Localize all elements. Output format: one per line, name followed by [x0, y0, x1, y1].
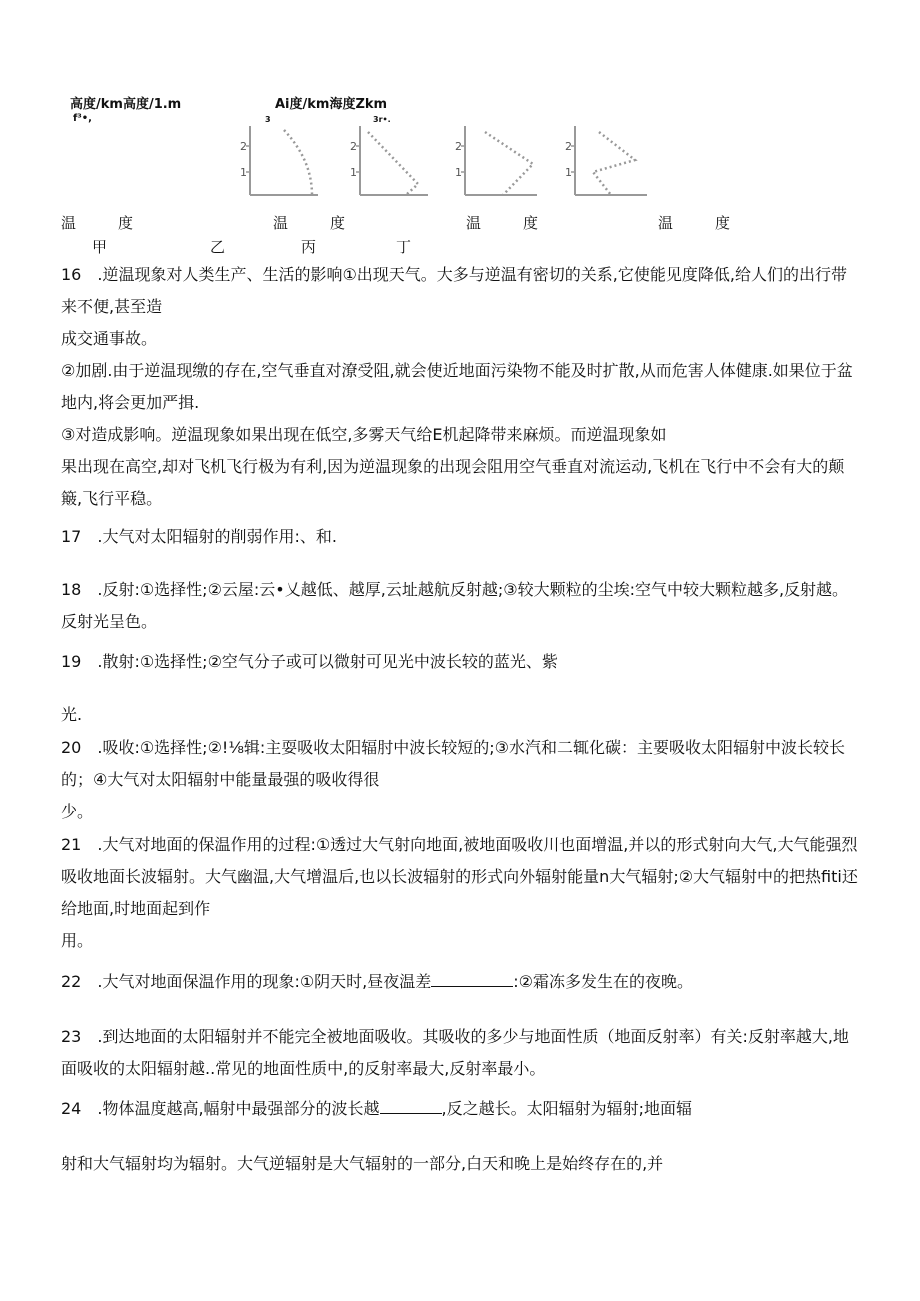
item-16-line-3: ②加剧.由于逆温现缴的存在,空气垂直对潦受阻,就会使近地面污染物不能及时扩散,从而危害人体健康.如果位于盆地内,将会更加严揖.	[61, 361, 853, 412]
item-23	[61, 1021, 861, 1085]
item-23-line-1: 23 .到达地面的太阳辐射并不能完全被地面吸收。其吸收的多少与地面性质（地面反射率）有关:反射率越大,地面吸收的太阳辐射越..常见的地面性质中,的反射率最大,反射率最小。	[61, 1027, 849, 1078]
figure-header-left: 高度/km高度/1.m	[70, 97, 182, 112]
y-tick-1: 1	[240, 166, 247, 179]
item-16-line-5: 果出现在高空,却对飞机飞行极为有利,因为逆温现象的出现会阻用空气垂直对流运动,飞机在飞行中不会有大的颠簸,飞行平稳。	[61, 457, 845, 508]
y-tick-1: 1	[350, 166, 357, 179]
x-label-wen-4: 温	[658, 214, 674, 232]
item-22-text-after: :②霜冻多发生在的夜晚。	[513, 972, 694, 991]
item-24-line-2: 射和大气辐射均为辐射。大气逆辐射是大气辐射的一部分,白天和晚上是始终存在的,并	[61, 1154, 664, 1173]
item-24-text: 24 .物体温度越高,幅射中最强部分的波长越	[61, 1099, 380, 1118]
x-label-wen-1: 温	[61, 214, 77, 232]
item-21-line-1: 21 .大气对地面的保温作用的过程:①透过大气射向地面,被地面吸收川也面增温,并以的形式射向大气,大气能强烈吸收地面长波辐射。大气幽温,大气增温后,也以长波辐射的形式向外辐射能量n大气辐射;②大气辐射中的把热fiti还给地面,时地面起到作	[61, 835, 858, 918]
item-24-continued	[61, 1148, 861, 1180]
item-18-line-1: 18 .反射:①选择性;②云屋:云•乂越低、越厚,云址越航反射越;③较大颗粒的尘埃:空气中较大颗粒越多,反射越。反射光呈色。	[61, 580, 849, 631]
item-18	[61, 574, 861, 638]
chart-yi	[350, 120, 430, 210]
item-22-blank	[431, 968, 513, 987]
item-24	[61, 1093, 861, 1125]
item-20-line-2: 少。	[61, 802, 94, 821]
item-16-line-2: 成交通事故。	[61, 329, 158, 348]
chart-ding	[565, 120, 655, 210]
item-21	[61, 829, 861, 957]
item-21-line-2: 用。	[61, 931, 94, 950]
item-19-line-1: 19 .散射:①选择性;②空气分子或可以微射可见光中波长较的蓝光、紫	[61, 652, 558, 671]
figure-superscript-a: 3	[265, 115, 271, 124]
item-19	[61, 646, 861, 678]
y-tick-1: 1	[565, 166, 572, 179]
panel-label-bing: 丙	[301, 238, 317, 256]
item-16	[61, 259, 861, 515]
item-19-line-2: 光.	[61, 705, 83, 724]
item-16-line-4: ③对造成影响。逆温现象如果出现在低空,多雾天气给E机起降带来麻烦。而逆温现象如	[61, 425, 667, 444]
item-17-line-1: 17 .大气对太阳辐射的削弱作用:、和.	[61, 527, 337, 546]
x-label-du-3: 度	[523, 214, 539, 232]
figure-superscript-b: 3r•.	[373, 115, 391, 124]
item-20	[61, 732, 861, 828]
panel-label-yi: 乙	[210, 238, 226, 256]
x-label-du-4: 度	[715, 214, 731, 232]
panel-label-ding: 丁	[396, 238, 412, 256]
chart-bing	[455, 120, 545, 210]
figure-header-left-sub: f³•,	[73, 113, 92, 124]
item-16-line-1: 16 .逆温现象对人类生产、生活的影响①出现天气。大多与逆温有密切的关系,它使能见度降低,给人们的出行带来不便,甚至造	[61, 265, 847, 316]
y-tick-1: 1	[455, 166, 462, 179]
y-tick-2: 2	[350, 140, 357, 153]
x-label-wen-3: 温	[466, 214, 482, 232]
figure-header-right: Ai度/km海度Zkm	[275, 97, 388, 112]
item-22-text: 22 .大气对地面保温作用的现象:①阴天时,昼夜温差	[61, 972, 432, 991]
y-tick-2: 2	[240, 140, 247, 153]
chart-jia	[240, 120, 320, 210]
item-19-continued	[61, 699, 861, 731]
y-tick-2: 2	[565, 140, 572, 153]
panel-label-jia: 甲	[92, 238, 108, 256]
item-22	[61, 966, 861, 998]
item-17	[61, 521, 861, 553]
x-label-du-1: 度	[118, 214, 134, 232]
item-24-text-after: ,反之越长。太阳辐射为辐射;地面辐	[441, 1099, 693, 1118]
item-24-blank	[380, 1095, 442, 1114]
item-20-line-1: 20 .吸收:①选择性;②!⅛辑:主耍吸收太阳辐肘中波长较短的;③水汽和二辄化碳：主要吸收太阳辐射中波长较长的；④大气对太阳辐射中能量最强的吸收得很	[61, 738, 845, 789]
y-tick-2: 2	[455, 140, 462, 153]
x-label-du-2: 度	[330, 214, 346, 232]
x-label-wen-2: 温	[273, 214, 289, 232]
